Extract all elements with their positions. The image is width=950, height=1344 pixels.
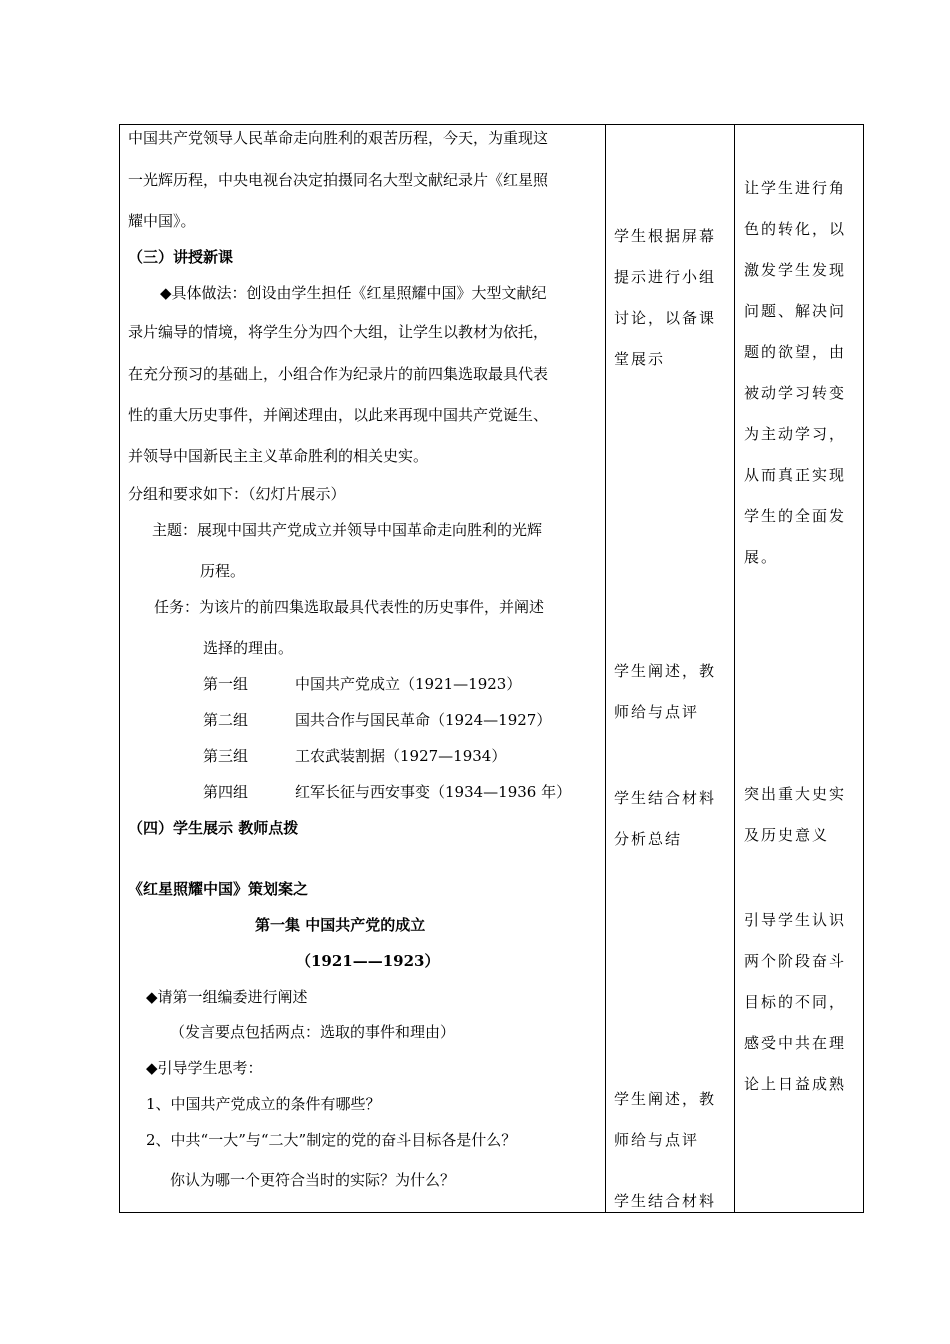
intent-line: 题的欲望，由 (744, 343, 847, 361)
method-line-2: 录片编导的情境，将学生分为四个大组，让学生以教材为依托， (128, 323, 549, 341)
prompt-1-note: （发言要点包括两点：选取的事件和理由） (170, 1023, 456, 1041)
design-intent-block (744, 168, 858, 578)
intro-line-2: 一光辉历程，中央电视台决定拍摄同名大型文献纪录片《红星照 (128, 171, 549, 189)
intent-line: 引导学生认识 (744, 911, 847, 929)
group-name: 第三组 (203, 747, 249, 765)
question-1: 1、中国共产党成立的条件有哪些？ (146, 1095, 381, 1113)
intent-line: 目标的不同， (744, 993, 847, 1011)
intent-line: 论上日益成熟 (744, 1075, 847, 1093)
activity-line: 堂展示 (614, 350, 666, 368)
intent-line: 两个阶段奋斗 (744, 952, 847, 970)
task-line-2: 选择的理由。 (203, 639, 294, 657)
activity-line: 提示进行小组 (614, 268, 717, 286)
group-topic: 国共合作与国民革命（1924—1927） (295, 711, 552, 729)
plan-title: 《红星照耀中国》策划案之 (128, 880, 309, 898)
group-topic: 工农武装割据（1927—1934） (295, 747, 507, 765)
intent-line: 被动学习转变 (744, 384, 847, 402)
activity-line: 讨论，以备课 (614, 309, 717, 327)
episode-years: （1921——1923） (296, 952, 440, 970)
activity-line: 学生阐述，教 (614, 662, 717, 680)
activity-line: 学生阐述，教 (614, 1090, 717, 1108)
intent-line: 色的转化，以 (744, 220, 847, 238)
intent-line: 为主动学习， (744, 425, 847, 443)
design-intent-block (744, 900, 858, 1105)
method-line-5: 并领导中国新民主主义革命胜利的相关史实。 (128, 447, 429, 465)
group-topic: 中国共产党成立（1921—1923） (295, 675, 522, 693)
activity-line: 师给与点评 (614, 703, 700, 721)
intro-line-1: 中国共产党领导人民革命走向胜利的艰苦历程，今天，为重现这 (128, 129, 549, 147)
section3-heading: （三）讲授新课 (128, 248, 234, 266)
intent-line: 突出重大史实 (744, 785, 847, 803)
student-activity-block (614, 778, 732, 860)
column-divider-1 (605, 124, 606, 1213)
design-intent-block (744, 774, 858, 856)
question-2: 2、中共“一大”与“二大”制定的党的奋斗目标各是什么？ (146, 1131, 517, 1149)
method-line-1: ◆具体做法：创设由学生担任《红星照耀中国》大型文献纪 (160, 284, 547, 302)
intent-line: 让学生进行角 (744, 179, 847, 197)
activity-line: 学生结合材料 (614, 1192, 717, 1210)
task-line-1: 任务：为该片的前四集选取最具代表性的历史事件，并阐述 (154, 598, 545, 616)
prompt-2: ◆引导学生思考： (146, 1059, 263, 1077)
method-line-3: 在充分预习的基础上，小组合作为纪录片的前四集选取最具代表 (128, 365, 549, 383)
student-activity-block (614, 1181, 732, 1222)
section4-heading: （四）学生展示 教师点拨 (128, 819, 299, 837)
intent-line: 从而真正实现 (744, 466, 847, 484)
intent-line: 及历史意义 (744, 826, 830, 844)
grouping-text: 分组和要求如下：（幻灯片展示） (128, 485, 346, 503)
activity-line: 分析总结 (614, 830, 683, 848)
student-activity-block (614, 651, 732, 733)
intent-line: 学生的全面发 (744, 507, 847, 525)
group-topic: 红军长征与西安事变（1934—1936 年） (295, 783, 572, 801)
column-divider-2 (734, 124, 735, 1213)
question-2-follow: 你认为哪一个更符合当时的实际？为什么？ (170, 1171, 456, 1189)
intent-line: 问题、解决问 (744, 302, 847, 320)
activity-line: 师给与点评 (614, 1131, 700, 1149)
group-name: 第二组 (203, 711, 249, 729)
group-name: 第一组 (203, 675, 249, 693)
intent-line: 展。 (744, 548, 779, 566)
episode-title: 第一集 中国共产党的成立 (255, 916, 426, 934)
intent-line: 感受中共在理 (744, 1034, 847, 1052)
theme-line-2: 历程。 (200, 562, 246, 580)
method-line-4: 性的重大历史事件，并阐述理由，以此来再现中国共产党诞生、 (128, 406, 549, 424)
theme-line-1: 主题：展现中国共产党成立并领导中国革命走向胜利的光辉 (152, 521, 543, 539)
student-activity-block (614, 1079, 732, 1161)
student-activity-block (614, 216, 732, 380)
activity-line: 学生结合材料 (614, 789, 717, 807)
activity-line: 学生根据屏幕 (614, 227, 717, 245)
prompt-1: ◆请第一组编委进行阐述 (146, 988, 308, 1006)
group-name: 第四组 (203, 783, 249, 801)
intro-line-3: 耀中国》。 (128, 212, 196, 230)
intent-line: 激发学生发现 (744, 261, 847, 279)
